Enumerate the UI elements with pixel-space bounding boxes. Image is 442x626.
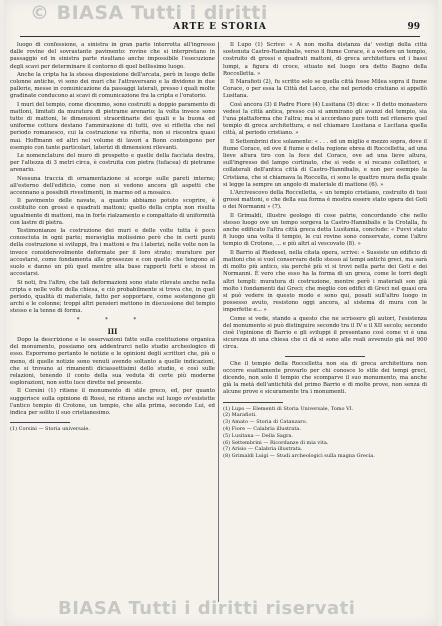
paragraph: Così ancora (3) il Padre Fiore (4) Lusitana (5) dice: « Il detto monastero vedesi la città antica, presso cui si ammirano gli avanzi del tempio, sia l'una piattaforma che l'altra; ma si accordano pure tutti nel ritenere quel tempio di greca architettura, e nel chiamare Lusitana e Lucitana quella città, al periodo cristiano. »	[223, 101, 427, 137]
paragraph: Il Marafioti (2), fu scritto solo se quella città fosse Milea sopra il fiume Corace, o per essa la Città del Lacco, che nel periodo cristiano si appellò Lusitana.	[223, 79, 427, 100]
footnote-rule	[10, 422, 70, 423]
left-column	[10, 42, 215, 610]
paragraph: Il Lupo (1) Scrive: « A non molta distanza da' vestigi della città sostenuta Castro-Hannibalis, verso il fiume Corace, è a vedere un tempio, costruito di grossi e quadrati mattoni, di greca architettura ed i bassi lumpi, a figura di croce, situato nel luogo ora detto Bagno della Roccelletta. »	[223, 42, 427, 77]
paragraph: Il Corsini (1) ritiene il monumento di stile greco, ed, per quanto suggerisce sulla opinione di Rossi, ne ritiene anche sul luogo ov'esistette l'antico tempio di Crotone, un tempio, che alla prima, secondo Lui, ed indica per solito il suo cristianesimo.	[10, 388, 215, 416]
column-divider	[218, 42, 219, 602]
paragraph: Il Grimaldi, illustre geologo di cose patrie, concordando che nello stesso luogo ove un tempo sorgeva la Castro-Hannibalis e la Crotalla, fu anche edificato l'altra città greca detta Lusitania, conclude: « Fuvvi stato fi luogo una volta il tempio, le cui rovine sono conservate, come l'altro tempio di Crotone, ... e più altri al vescovato (8). »	[223, 212, 427, 248]
paragraph: Dopo la descrizione e le osservazioni fatte sulla costituzione organica del monumento, possiamo ora addentrarci nello studio archeologico di esso. Esporremo pertanto le notizie e le opinioni degli scrittori che, più o meno, di quelle notizie sono venuti avendo soltanto a quelle indicazioni, che si trovano ai rimanenti diciassettisimi dello studio, e così sulle relazioni, tenendo il conto della sua veduta di certe più moderne esplorazioni, non sotto luce dirette nel presente.	[10, 336, 215, 387]
footnote: (1) Corsini — Storia universale.	[10, 426, 90, 433]
section-separator: * * *	[76, 316, 149, 323]
watermark-top: © BIASA Tutti i diritti	[30, 2, 268, 24]
reference-item: (3) Amato — Storia di Catanzaro.	[223, 419, 308, 426]
reference-item: (5) Lusitana — Della Sagra.	[223, 432, 294, 439]
reference-item: (4) Fiore — Calabria illustrata.	[223, 425, 301, 432]
reference-item: (1) Lupo — Elementi di Storia Universale, Tomo VI.	[223, 405, 354, 412]
running-header	[20, 20, 420, 37]
paragraph: Le nomenclature del muro di prospetto e quelle della facciata destra, per l'altezza di 3 metri circa, è costruita con pietra (tufacea) di pietrame arenario.	[10, 153, 215, 174]
watermark-bottom: BIASA Tutti i diritti riservati	[58, 598, 356, 619]
paragraph: Il Barrio al Riedesel, nella citata opera, scrive: « Sussiste un edificio di mattoni che si vuol conservare dello stesso ai tempi antichi greci, ma sarà di molto più antico, sia perché più vi si trovi nella parte dei Goti e dei Normanni. È vero che esso ha la forma di un greca, come le torri degli altri templi: muratura di costruzione, mentre però i materiali son già molto i fondamenti dai Greci; che meglio con edifici di Greci nel quasi ora si può vedere in questo modo e sono qui, posati sull'altro luogo in possesso avuto, resistono oggi ancora, al sistema di mura con le imperfette e... »	[223, 249, 427, 314]
reference-item: (6) Settembrini — Ricordanze di mia vita.	[223, 439, 329, 446]
paragraph: Il pavimento delle navate, a quanto abbiamo potuto scoprire, è costituito con grossi e quadrati mattoni; quello della cripta non risulta ugualmente di mattoni, ma in forte rialzamento e compattato di uniformità con lastre di pietra.	[10, 198, 215, 226]
paragraph: Come si vede, stando a questo che ne scrissero gli autori, l'esistenza del monumento si può distinguire secondo tra il IV e il XII secolo; secondo cioè l'opinione di Barrio e gli sviluppi il presentano così come vi è una sicurezza di una chiesa che ci dà si sono alle reali avvenuto già nel 900 circa.	[223, 315, 427, 351]
paragraph: I muri del tempio, come dicemmo, sono costruiti a doppio paramento di mattoni, limitati da muratura di pietrame arenario; la volta invece sono tutte di mattoni, le dimensioni straordinarie dei quali e la buona ed uniforme cottura destano l'ammirazione di tutti, ove si rifletta che nel periodo romanesco, cui la costruzione va riferita, non si riscontra quasi mai. Hoffmann ed altri nel volume di lavori a Bonn contengono per esempio con tante particolari, laterizi di dimensioni rilevanti.	[10, 101, 215, 151]
paragraph: Il Settembrini dice solamente: « . . . ed un miglio e mezzo sopra, dove il fiume Corace, ed ove il fiume e della regione ebrea di Roccelletta, ad una lieve altura tiro con la foce del Corace, ove ad una lieve altura, sull'ingresso del lampo cortinato, che si vede e si recano collettori, e collaterali dell'antica città di Castro-Hannibalis, e non per esempio la Cristiana, che si chiamava la Roccella, ci sono le quattro mura della quale si legge la sempre un angolo di materiale di mattone (6). »	[223, 138, 427, 188]
page-number: 99	[407, 22, 420, 32]
paragraph: Testimonianze la costruzione dei muri e delle volte tutta è poco conosciuta in ogni parte; meraviglia molissimo però che in certi punti della costruzione si sviluppi, fra i mattoni e fra i laterizi, nelle volte non la invece considerevolmente deformate per il loro strato; murature per accostarsi, come fondamenta alle grossezze e con quelle che tengono al suolo e danno un più quel mentre alla base rapporti forti e stessi in accostarsi.	[10, 228, 215, 278]
closing-paragraph: Che il tempio della Roccelletta non sia di greca architettura non occorre esattamente provarlo per chi conosce lo stile dei tempi greci, dicendo, non solo il tempio che scomparve il suo monumento, ma anche già la metà dell'antichità del primo Barrio e di molte prove, non senza di alcune prove e sicuramente tra i monumenti.	[223, 360, 427, 396]
paragraph: Si noti, fra l'altro, che tali deformazioni sono state rilevate anche nella cripta e nelle volte della chiesa, e ciò probabilmente si trova che, in quel periodo, qualità di materiale, fatto per sopportare, come sostengono gli archi e le colonne; troppi altri pensieri mettono in discussione del tempio stesso e la tenne di forma.	[10, 279, 215, 315]
reference-item: (8) Grimaldi Luigi — Studi archeologici sulla magna Grecia.	[223, 453, 375, 460]
footnote-rule	[223, 402, 283, 403]
paragraph: luogo di confessione, a sinistra in gran parte interrotta all'ingresso dalle rovine del sovrastante pavimento: rovine che si interpretano in passaggio ed in sinistra parte risultano anche impossibile l'esecuzione degli scavi per determinare il contorno di quel bellissimo luogo.	[10, 42, 215, 70]
section-rule	[285, 356, 365, 357]
paragraph: Nessuna traccia di ornamentazione si scorge sulle pareti interne; all'esterno dell'edificio, come non si vedono ancora gli aspetti che accennano a possibili rivestimenti, in marmo od a mosaico.	[10, 175, 215, 197]
paragraph: Anche la cripta ha la stessa disposizione dell'arcata, però in luogo delle colonne antiche, vi sono dei muri che l'attraversano e la dividono in due pallerie, messe in comunicazione da passaggi laterali, presso i quali molte gradinate conducono ai scavi di comunicazione fra la cripta e l'oratorio.	[10, 71, 215, 100]
reference-item: (2) Marafioti.	[223, 412, 257, 419]
paragraph: L'Arcivescovo della Roccelletta, « un tempio cristiano, costruito di tuoi grossi mattoni, e che della sua forma è mostra essere stato opera dei Goti o dei Normanni » (7).	[223, 190, 427, 211]
reference-item: (7) Arisio — Calabria illustrata.	[223, 446, 303, 453]
references-list	[223, 406, 427, 460]
right-column	[223, 42, 427, 610]
journal-title: ARTE E STORIA	[173, 22, 267, 32]
section-number: III	[107, 326, 118, 336]
